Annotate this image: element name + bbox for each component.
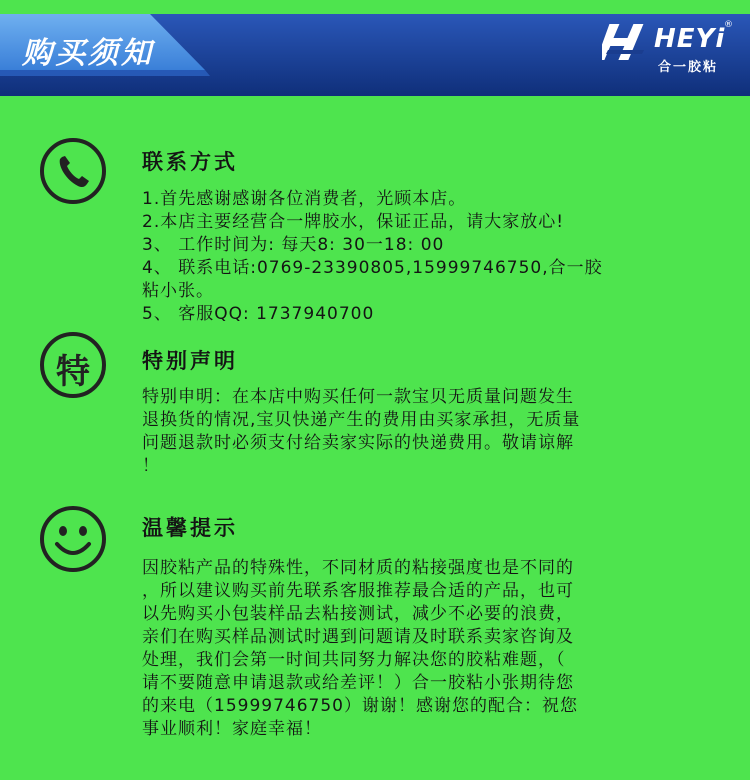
logo-subtitle: 合一胶粘 [658, 60, 719, 75]
tips-line: 因胶粘产品的特殊性，不同材质的粘接强度也是不同的 [142, 558, 574, 578]
registered-mark: ® [724, 20, 733, 30]
header-banner [0, 0, 750, 96]
tips-line: 的来电（15999746750）谢谢！感谢您的配合：祝您 [142, 696, 578, 716]
contact-line: 1.首先感谢感谢各位消费者，光顾本店。 [142, 189, 467, 209]
tips-section-body [142, 557, 578, 741]
brand-logo [602, 20, 732, 76]
statement-line: ！ [142, 456, 160, 476]
tips-section-title: 温馨提示 [142, 516, 238, 540]
tips-line: 亲们在购买样品测试时遇到问题请及时联系卖家咨询及 [142, 627, 574, 647]
page-title: 购买须知 [22, 36, 154, 71]
logo-brand: HEYi [654, 24, 726, 54]
phone-number-line: 4、 联系电话:0769-23390805,15999746750,合一胶 [142, 258, 603, 278]
statement-line: 特别申明：在本店中购买任何一款宝贝无质量问题发生 [142, 387, 574, 407]
phone-icon [38, 136, 108, 206]
statement-icon-glyph: 特 [56, 352, 90, 392]
statement-section-body [142, 386, 580, 478]
statement-line: 退换货的情况,宝贝快递产生的费用由买家承担，无质量 [142, 410, 581, 430]
smiley-icon [38, 504, 108, 574]
tips-line: 以先购买小包装样品去粘接测试，减少不必要的浪费， [142, 604, 574, 624]
contact-section-title: 联系方式 [142, 150, 238, 174]
contact-section-body [142, 188, 603, 326]
phone-number-line-cont: 粘小张。 [142, 281, 214, 301]
statement-icon [38, 330, 108, 400]
qq-line: 5、 客服QQ: 1737940700 [142, 304, 375, 324]
statement-section-title: 特别声明 [142, 349, 238, 373]
tips-line: 处理，我们会第一时间共同努力解决您的胶粘难题，（ [142, 650, 566, 670]
tips-line: 事业顺利！家庭幸福！ [142, 719, 322, 739]
tips-line: ，所以建议购买前先联系客服推荐最合适的产品，也可 [142, 581, 574, 601]
heyi-logo-icon [602, 20, 648, 64]
tips-line: 请不要随意申请退款或给差评！）合一胶粘小张期待您 [142, 673, 574, 693]
working-hours-line: 3、 工作时间为: 每天8: 30一18: 00 [142, 235, 445, 255]
contact-line: 2.本店主要经营合一牌胶水，保证正品，请大家放心! [142, 212, 565, 232]
statement-line: 问题退款时必须支付给卖家实际的快递费用。敬请谅解 [142, 433, 574, 453]
